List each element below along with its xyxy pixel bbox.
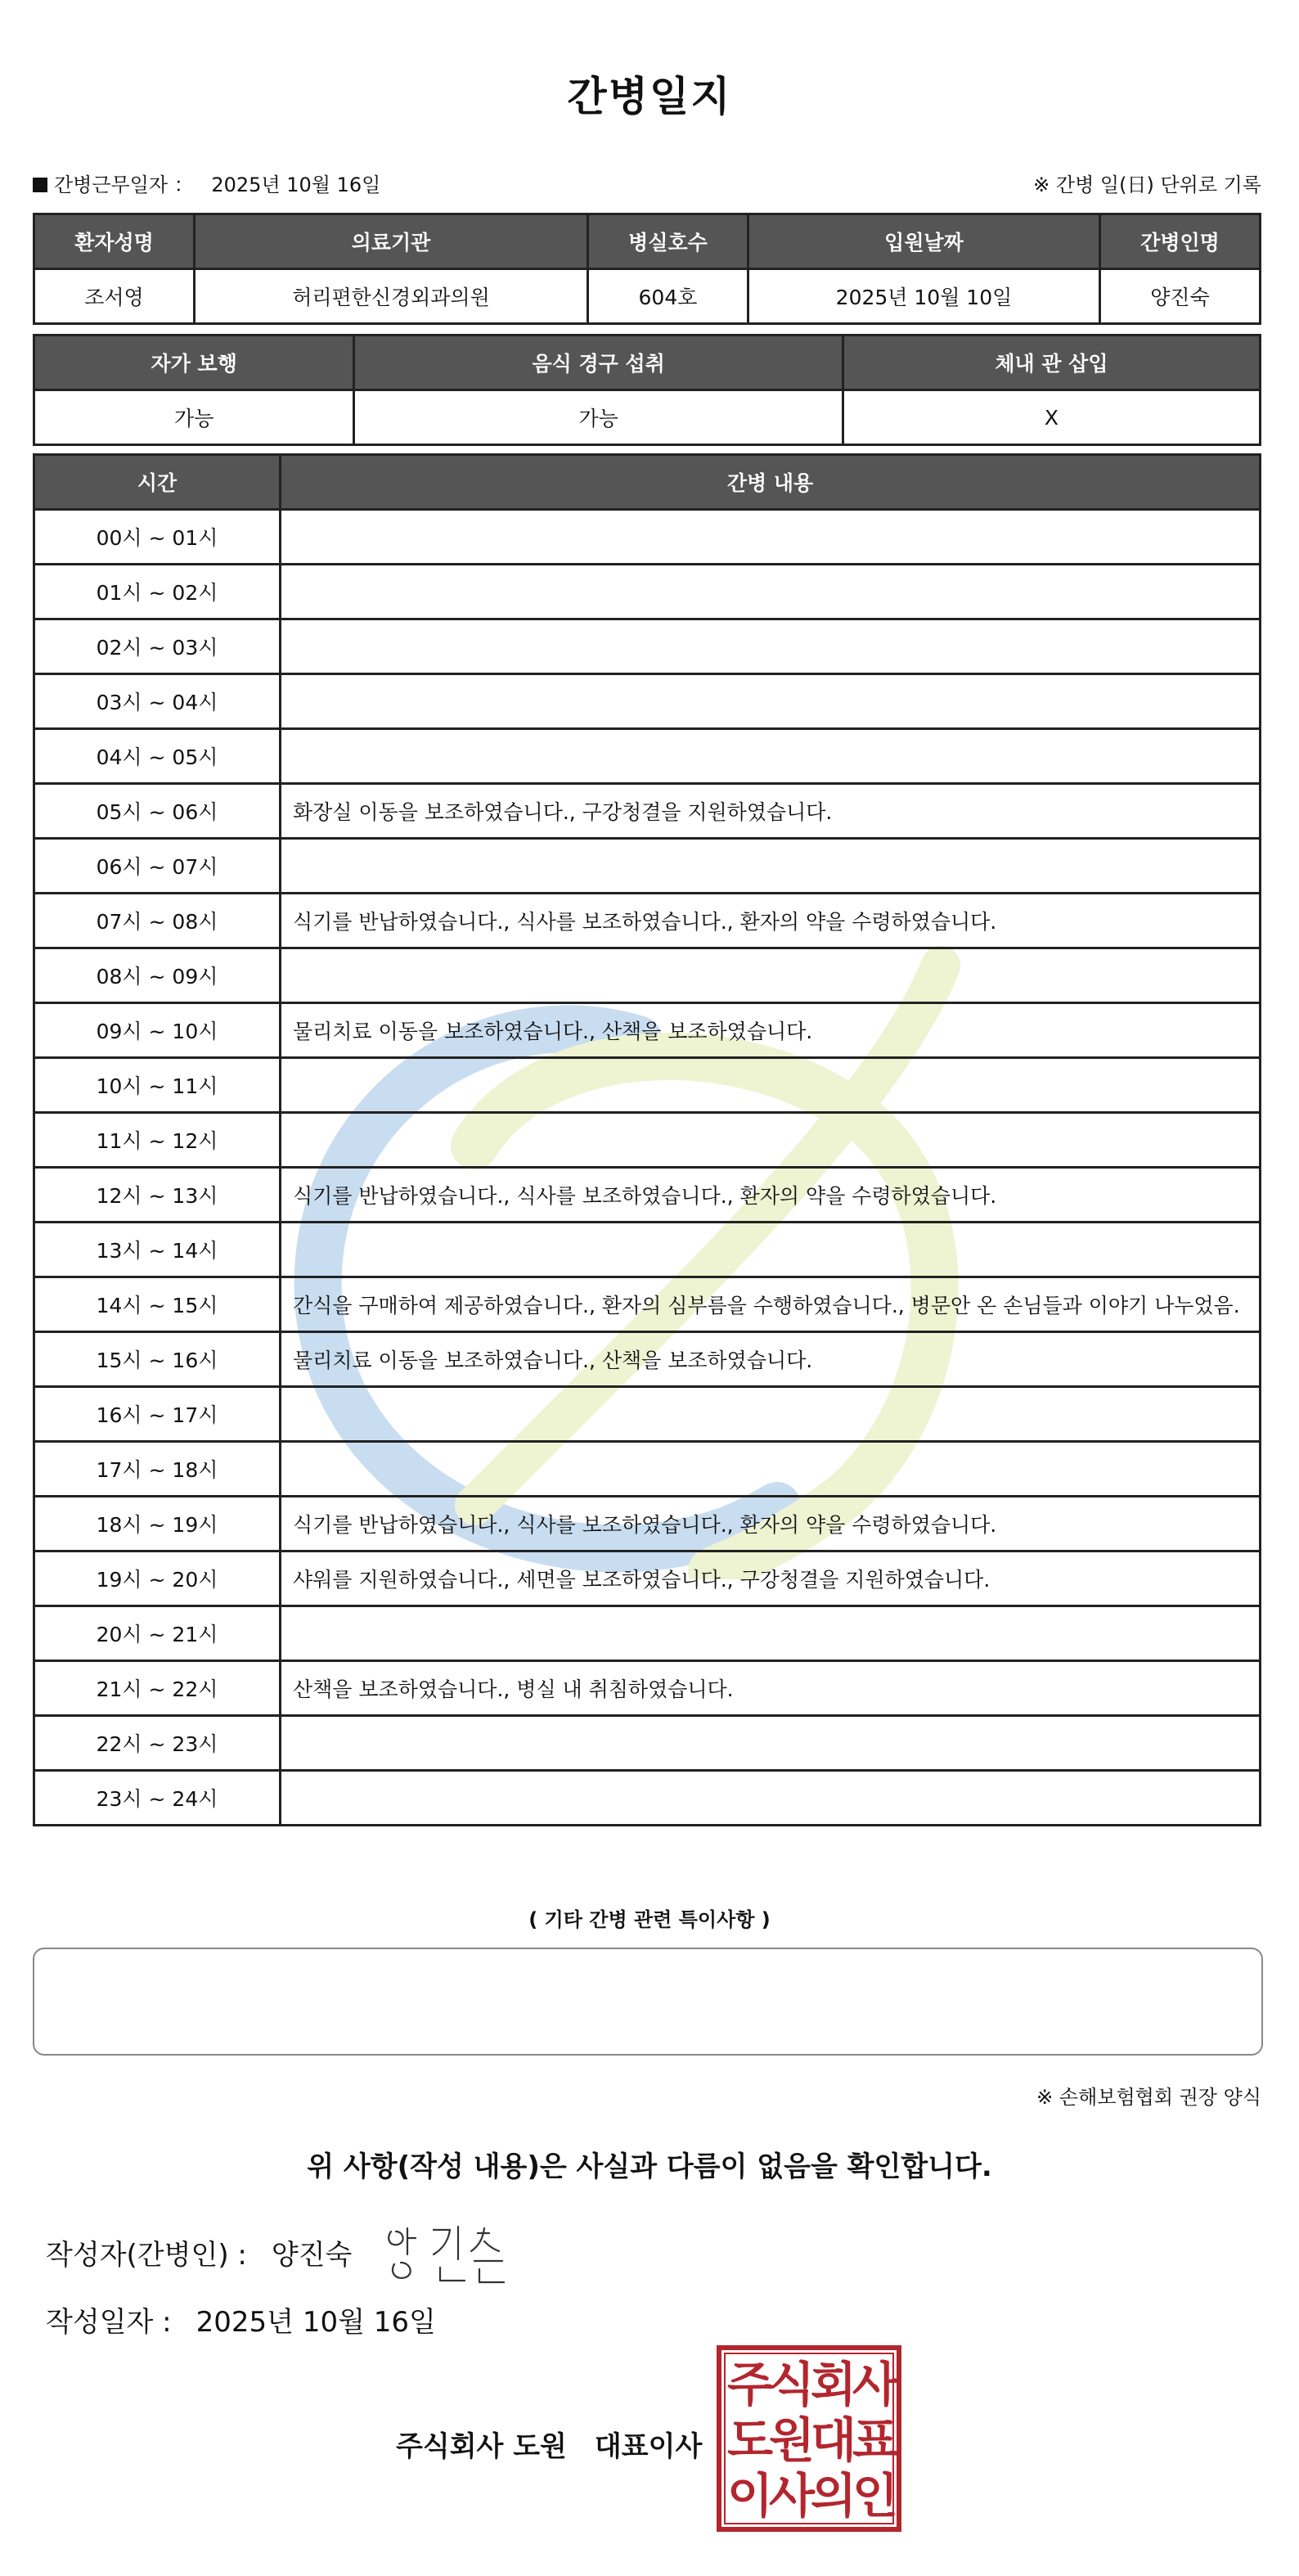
- log-row: [34, 1223, 1261, 1277]
- work-date-line: [33, 169, 380, 197]
- header-time: 시간: [34, 455, 281, 510]
- log-content-cell: [281, 1771, 1261, 1826]
- log-row: [34, 1716, 1261, 1771]
- log-row: [34, 565, 1261, 619]
- oral-intake-value: 가능: [354, 390, 843, 445]
- log-content-cell: [281, 1058, 1261, 1113]
- seal-character: 사: [768, 2468, 816, 2524]
- log-content-cell: [281, 1442, 1261, 1497]
- log-row: [34, 1771, 1261, 1826]
- handwritten-signature: [383, 2213, 514, 2287]
- company-line: [396, 2424, 702, 2464]
- log-row: [34, 1442, 1261, 1497]
- log-row: [34, 729, 1261, 784]
- log-row: [34, 1277, 1261, 1332]
- log-time-cell: 14시 ~ 15시: [34, 1277, 281, 1332]
- patient-value-row: [34, 269, 1261, 324]
- patient-info-table: [33, 213, 1261, 325]
- patient-status-table: [33, 334, 1261, 446]
- log-content-cell: 식기를 반납하였습니다., 식사를 보조하였습니다., 환자의 약을 수령하였습니다.: [281, 1497, 1261, 1551]
- log-time-cell: 21시 ~ 22시: [34, 1661, 281, 1716]
- log-row: [34, 1168, 1261, 1223]
- log-time-cell: 19시 ~ 20시: [34, 1551, 281, 1606]
- header-patient-name: 환자성명: [34, 214, 195, 269]
- log-content-cell: [281, 510, 1261, 565]
- seal-character: 회: [810, 2357, 857, 2412]
- log-time-cell: 11시 ~ 12시: [34, 1113, 281, 1168]
- log-content-cell: 샤워를 지원하였습니다., 세면을 보조하였습니다., 구강청결을 지원하였습니다.: [281, 1551, 1261, 1606]
- status-header-row: [34, 336, 1261, 390]
- tube-insertion-value: X: [843, 390, 1260, 445]
- patient-name: 조서영: [34, 269, 195, 324]
- written-date-label: 작성일자 :: [46, 2306, 172, 2339]
- square-bullet-icon: [33, 178, 47, 192]
- info-row: [33, 169, 1261, 201]
- log-row: [34, 1113, 1261, 1168]
- log-row: [34, 1497, 1261, 1551]
- log-content-cell: [281, 565, 1261, 619]
- confirmation-statement: 위 사항(작성 내용)은 사실과 다름이 없음을 확인합니다.: [307, 2150, 992, 2183]
- header-caregiver: 간병인명: [1100, 214, 1261, 269]
- log-time-cell: 16시 ~ 17시: [34, 1387, 281, 1442]
- log-time-cell: 04시 ~ 05시: [34, 729, 281, 784]
- log-row: [34, 1332, 1261, 1387]
- log-row: [34, 1387, 1261, 1442]
- log-content-cell: [281, 948, 1261, 1003]
- log-row: [34, 1606, 1261, 1661]
- log-content-cell: 간식을 구매하여 제공하였습니다., 환자의 심부름을 수행하였습니다., 병문안 온 손님들과 이야기 나누었음.: [281, 1277, 1261, 1332]
- hospital-name: 허리편한신경외과의원: [194, 269, 587, 324]
- log-content-cell: [281, 1113, 1261, 1168]
- log-row: [34, 1058, 1261, 1113]
- company-seal: [717, 2345, 901, 2532]
- seal-character: 사: [852, 2357, 899, 2412]
- header-admission-date: 입원날짜: [748, 214, 1099, 269]
- log-row: [34, 1661, 1261, 1716]
- log-time-cell: 22시 ~ 23시: [34, 1716, 281, 1771]
- seal-character: 의: [810, 2468, 857, 2524]
- log-time-cell: 00시 ~ 01시: [34, 510, 281, 565]
- log-content-cell: 물리치료 이동을 보조하였습니다., 산책을 보조하였습니다.: [281, 1332, 1261, 1387]
- writer-name: 양진숙: [271, 2239, 353, 2272]
- log-content-cell: 식기를 반납하였습니다., 식사를 보조하였습니다., 환자의 약을 수령하였습니다.: [281, 1168, 1261, 1223]
- log-time-cell: 10시 ~ 11시: [34, 1058, 281, 1113]
- patient-header-row: [34, 214, 1261, 269]
- seal-character: 이: [726, 2468, 774, 2524]
- log-time-cell: 23시 ~ 24시: [34, 1771, 281, 1826]
- log-content-cell: [281, 619, 1261, 674]
- document-title: 간병일지: [567, 73, 732, 120]
- log-time-cell: 08시 ~ 09시: [34, 948, 281, 1003]
- header-care-content: 간병 내용: [281, 455, 1261, 510]
- log-content-cell: 산책을 보조하였습니다., 병실 내 취침하였습니다.: [281, 1661, 1261, 1716]
- notes-box: [33, 1948, 1263, 2056]
- log-row: [34, 784, 1261, 839]
- seal-character: 도: [726, 2412, 774, 2468]
- log-row: [34, 510, 1261, 565]
- writer-label: 작성자(간병인) :: [46, 2239, 247, 2272]
- log-row: [34, 1003, 1261, 1058]
- log-time-cell: 02시 ~ 03시: [34, 619, 281, 674]
- work-date-label: 간병근무일자 ：: [54, 173, 194, 196]
- admission-date: 2025년 10월 10일: [748, 269, 1099, 324]
- log-time-cell: 20시 ~ 21시: [34, 1606, 281, 1661]
- log-time-cell: 09시 ~ 10시: [34, 1003, 281, 1058]
- log-row: [34, 948, 1261, 1003]
- log-time-cell: 01시 ~ 02시: [34, 565, 281, 619]
- log-time-cell: 06시 ~ 07시: [34, 839, 281, 894]
- log-row: [34, 674, 1261, 729]
- seal-character: 표: [852, 2412, 899, 2468]
- log-content-cell: [281, 1606, 1261, 1661]
- log-time-cell: 07시 ~ 08시: [34, 894, 281, 948]
- log-content-cell: [281, 1716, 1261, 1771]
- header-self-walking: 자가 보행: [34, 336, 354, 390]
- status-value-row: [34, 390, 1261, 445]
- log-content-cell: 화장실 이동을 보조하였습니다., 구강청결을 지원하였습니다.: [281, 784, 1261, 839]
- log-time-cell: 03시 ~ 04시: [34, 674, 281, 729]
- log-time-cell: 17시 ~ 18시: [34, 1442, 281, 1497]
- log-content-cell: [281, 729, 1261, 784]
- room-number: 604호: [588, 269, 748, 324]
- seal-character: 주: [726, 2357, 774, 2412]
- log-header-row: [34, 455, 1261, 510]
- representative-title: 대표이사: [594, 2430, 703, 2463]
- log-time-cell: 15시 ~ 16시: [34, 1332, 281, 1387]
- header-room: 병실호수: [588, 214, 748, 269]
- log-content-cell: 물리치료 이동을 보조하였습니다., 산책을 보조하였습니다.: [281, 1003, 1261, 1058]
- log-body: [34, 510, 1261, 1826]
- self-walking-value: 가능: [34, 390, 354, 445]
- seal-character: 대: [810, 2412, 857, 2468]
- log-row: [34, 894, 1261, 948]
- header-hospital: 의료기관: [194, 214, 587, 269]
- caregiver-name: 양진숙: [1100, 269, 1261, 324]
- log-time-cell: 13시 ~ 14시: [34, 1223, 281, 1277]
- log-time-cell: 18시 ~ 19시: [34, 1497, 281, 1551]
- log-row: [34, 1551, 1261, 1606]
- header-oral-intake: 음식 경구 섭취: [354, 336, 843, 390]
- log-row: [34, 839, 1261, 894]
- writer-row: [46, 2232, 352, 2272]
- seal-character: 인: [852, 2468, 899, 2524]
- written-date: 2025년 10월 16일: [196, 2306, 436, 2339]
- log-content-cell: [281, 839, 1261, 894]
- log-content-cell: [281, 674, 1261, 729]
- log-content-cell: [281, 1387, 1261, 1442]
- log-time-cell: 12시 ~ 13시: [34, 1168, 281, 1223]
- header-tube-insertion: 체내 관 삽입: [843, 336, 1260, 390]
- recommendation-note: ※ 손해보험협회 권장 양식: [1036, 2086, 1261, 2109]
- log-time-cell: 05시 ~ 06시: [34, 784, 281, 839]
- log-content-cell: 식기를 반납하였습니다., 식사를 보조하였습니다., 환자의 약을 수령하였습니다.: [281, 894, 1261, 948]
- seal-character: 식: [768, 2357, 816, 2412]
- unit-note: ※ 간병 일(日) 단위로 기록: [1033, 173, 1261, 196]
- company-name: 주식회사 도원: [396, 2430, 567, 2463]
- seal-character: 원: [768, 2412, 816, 2468]
- written-date-row: [46, 2299, 436, 2340]
- care-log-table: [33, 453, 1261, 1826]
- work-date: 2025년 10월 16일: [211, 173, 381, 196]
- log-row: [34, 619, 1261, 674]
- notes-title: ( 기타 간병 관련 특이사항 ): [528, 1908, 771, 1931]
- log-content-cell: [281, 1223, 1261, 1277]
